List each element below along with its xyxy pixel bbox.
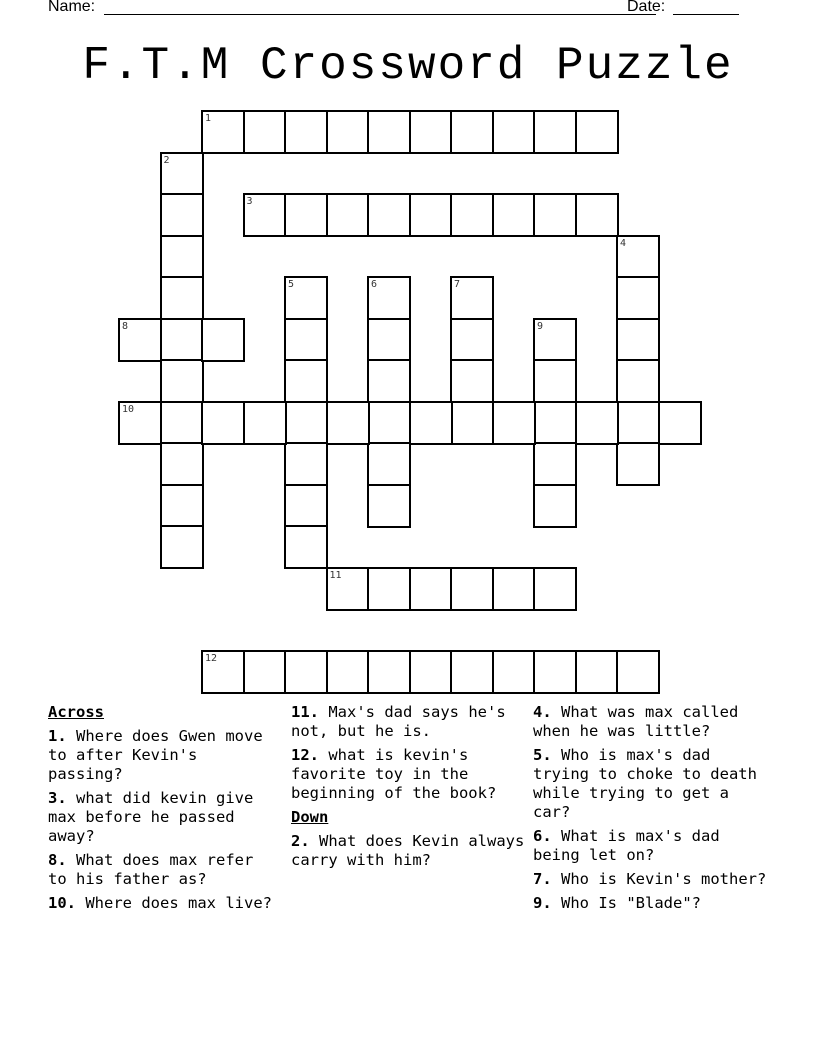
grid-cell[interactable] bbox=[284, 110, 328, 154]
cell-number: 6 bbox=[371, 279, 378, 290]
grid-cell[interactable] bbox=[409, 650, 453, 694]
grid-cell[interactable] bbox=[492, 193, 536, 237]
grid-cell[interactable] bbox=[160, 235, 204, 279]
grid-cell[interactable] bbox=[201, 650, 245, 694]
grid-cell[interactable] bbox=[367, 650, 411, 694]
grid-cell[interactable] bbox=[160, 359, 204, 403]
clues-column-2 bbox=[291, 703, 531, 875]
grid-cell[interactable] bbox=[243, 650, 287, 694]
grid-cell[interactable] bbox=[367, 193, 411, 237]
clue-text: What was max called when he was little? bbox=[533, 703, 739, 740]
date-label: Date: bbox=[627, 0, 666, 15]
grid-cell[interactable] bbox=[616, 235, 660, 279]
grid-cell[interactable] bbox=[533, 650, 577, 694]
grid-cell[interactable] bbox=[160, 152, 204, 196]
grid-cell[interactable] bbox=[201, 401, 245, 445]
clue-number: 4. bbox=[533, 703, 552, 721]
clue-text: Max's dad says he's not, but he is. bbox=[291, 703, 506, 740]
grid-cell[interactable] bbox=[367, 318, 411, 362]
grid-cell[interactable] bbox=[118, 318, 162, 362]
grid-cell[interactable] bbox=[575, 650, 619, 694]
clue-text: Who Is "Blade"? bbox=[561, 894, 701, 912]
grid-cell[interactable] bbox=[243, 110, 287, 154]
grid-cell[interactable] bbox=[326, 110, 370, 154]
clue-number: 12. bbox=[291, 746, 319, 764]
clue-down-7 bbox=[533, 870, 773, 889]
clue-across-8 bbox=[48, 851, 278, 889]
grid-cell[interactable] bbox=[367, 110, 411, 154]
grid-cell[interactable] bbox=[284, 359, 328, 403]
clue-number: 2. bbox=[291, 832, 310, 850]
clue-text: what is kevin's favorite toy in the beginning of the book? bbox=[291, 746, 497, 802]
grid-cell[interactable] bbox=[533, 318, 577, 362]
grid-cell[interactable] bbox=[201, 110, 245, 154]
clue-number: 10. bbox=[48, 894, 76, 912]
grid-cell[interactable] bbox=[118, 401, 162, 445]
cell-number: 3 bbox=[246, 196, 253, 207]
clue-number: 9. bbox=[533, 894, 552, 912]
clue-down-5 bbox=[533, 746, 773, 822]
clue-number: 3. bbox=[48, 789, 67, 807]
grid-cell[interactable] bbox=[616, 318, 660, 362]
grid-cell[interactable] bbox=[450, 650, 494, 694]
grid-cell[interactable] bbox=[284, 401, 328, 445]
grid-cell[interactable] bbox=[160, 318, 204, 362]
grid-cell[interactable] bbox=[160, 193, 204, 237]
grid-cell[interactable] bbox=[492, 567, 536, 611]
grid-cell[interactable] bbox=[243, 401, 287, 445]
clue-across-3 bbox=[48, 789, 278, 846]
grid-cell[interactable] bbox=[533, 110, 577, 154]
clue-number: 6. bbox=[533, 827, 552, 845]
grid-cell[interactable] bbox=[616, 442, 660, 486]
clue-text: Who is Kevin's mother? bbox=[561, 870, 767, 888]
grid-cell[interactable] bbox=[575, 401, 619, 445]
grid-cell[interactable] bbox=[326, 193, 370, 237]
grid-cell[interactable] bbox=[367, 276, 411, 320]
clue-number: 8. bbox=[48, 851, 67, 869]
grid-cell[interactable] bbox=[284, 650, 328, 694]
clue-across-12 bbox=[291, 746, 531, 803]
grid-cell[interactable] bbox=[533, 567, 577, 611]
clue-text: what did kevin give max before he passed away? bbox=[48, 789, 254, 845]
clue-text: Who is max's dad trying to choke to death while trying to get a car? bbox=[533, 746, 757, 821]
clue-number: 5. bbox=[533, 746, 552, 764]
cell-number: 2 bbox=[163, 154, 170, 166]
clue-number: 7. bbox=[533, 870, 552, 888]
clue-down-9 bbox=[533, 894, 773, 913]
grid-cell[interactable] bbox=[450, 401, 494, 445]
grid-cell[interactable] bbox=[367, 484, 411, 528]
grid-cell[interactable] bbox=[450, 359, 494, 403]
grid-cell[interactable] bbox=[284, 318, 328, 362]
grid-cell[interactable] bbox=[326, 401, 370, 445]
grid-cell[interactable] bbox=[492, 401, 536, 445]
cell-number: 4 bbox=[620, 237, 627, 249]
grid-cell[interactable] bbox=[575, 110, 619, 154]
clue-text: What does max refer to his father as? bbox=[48, 851, 254, 888]
grid-cell[interactable] bbox=[658, 401, 702, 445]
cell-number: 9 bbox=[537, 320, 544, 332]
grid-cell[interactable] bbox=[367, 442, 411, 486]
grid-cell[interactable] bbox=[284, 193, 328, 237]
clue-text: What does Kevin always carry with him? bbox=[291, 832, 525, 869]
cell-number: 10 bbox=[122, 403, 135, 415]
grid-cell[interactable] bbox=[492, 110, 536, 154]
clue-across-10 bbox=[48, 894, 278, 913]
grid-cell[interactable] bbox=[533, 359, 577, 403]
grid-cell[interactable] bbox=[201, 318, 245, 362]
clues-column-1 bbox=[48, 703, 278, 918]
clue-down-6 bbox=[533, 827, 773, 865]
grid-cell[interactable] bbox=[533, 401, 577, 445]
grid-cell[interactable] bbox=[160, 442, 204, 486]
cell-number: 5 bbox=[288, 279, 295, 290]
grid-cell[interactable] bbox=[409, 567, 453, 611]
clue-number: 1. bbox=[48, 727, 67, 745]
grid-cell[interactable] bbox=[367, 359, 411, 403]
grid-cell[interactable] bbox=[160, 401, 204, 445]
grid-cell[interactable] bbox=[284, 442, 328, 486]
grid-cell[interactable] bbox=[326, 650, 370, 694]
clue-across-11 bbox=[291, 703, 531, 741]
grid-cell[interactable] bbox=[160, 484, 204, 528]
clue-text: Where does Gwen move to after Kevin's passing? bbox=[48, 727, 263, 783]
cell-number: 1 bbox=[205, 113, 212, 124]
grid-cell[interactable] bbox=[492, 650, 536, 694]
grid-cell[interactable] bbox=[367, 401, 411, 445]
grid-cell[interactable] bbox=[533, 193, 577, 237]
grid-cell[interactable] bbox=[575, 193, 619, 237]
cell-number: 8 bbox=[122, 320, 129, 332]
grid-cell[interactable] bbox=[284, 484, 328, 528]
grid-cell[interactable] bbox=[409, 193, 453, 237]
grid-cell[interactable] bbox=[450, 567, 494, 611]
grid-cell[interactable] bbox=[284, 276, 328, 320]
clue-down-2 bbox=[291, 832, 531, 870]
clue-text: What is max's dad being let on? bbox=[533, 827, 720, 864]
cell-number: 7 bbox=[454, 279, 461, 290]
grid-cell[interactable] bbox=[616, 276, 660, 320]
grid-cell[interactable] bbox=[450, 193, 494, 237]
grid-cell[interactable] bbox=[450, 318, 494, 362]
clue-across-1 bbox=[48, 727, 278, 784]
grid-cell[interactable] bbox=[616, 401, 660, 445]
grid-cell[interactable] bbox=[616, 650, 660, 694]
cell-number: 11 bbox=[329, 569, 342, 581]
clue-down-4 bbox=[533, 703, 773, 741]
grid-cell[interactable] bbox=[284, 525, 328, 569]
grid-cell[interactable] bbox=[616, 359, 660, 403]
grid-cell[interactable] bbox=[450, 276, 494, 320]
grid-cell[interactable] bbox=[243, 193, 287, 237]
grid-cell[interactable] bbox=[326, 567, 370, 611]
clue-number: 11. bbox=[291, 703, 319, 721]
cell-number: 12 bbox=[205, 652, 218, 664]
clues-column-3 bbox=[533, 703, 773, 918]
name-label: Name: bbox=[48, 0, 96, 15]
grid-cell[interactable] bbox=[367, 567, 411, 611]
grid-cell[interactable] bbox=[533, 484, 577, 528]
grid-cell[interactable] bbox=[160, 525, 204, 569]
page-title: F.T.M Crossword Puzzle bbox=[82, 40, 734, 92]
down-heading: Down bbox=[291, 808, 329, 826]
grid-cell[interactable] bbox=[160, 276, 204, 320]
across-heading: Across bbox=[48, 703, 104, 721]
grid-cell[interactable] bbox=[409, 110, 453, 154]
clue-text: Where does max live? bbox=[85, 894, 272, 912]
grid-cell[interactable] bbox=[450, 110, 494, 154]
grid-cell[interactable] bbox=[409, 401, 453, 445]
grid-cell[interactable] bbox=[533, 442, 577, 486]
